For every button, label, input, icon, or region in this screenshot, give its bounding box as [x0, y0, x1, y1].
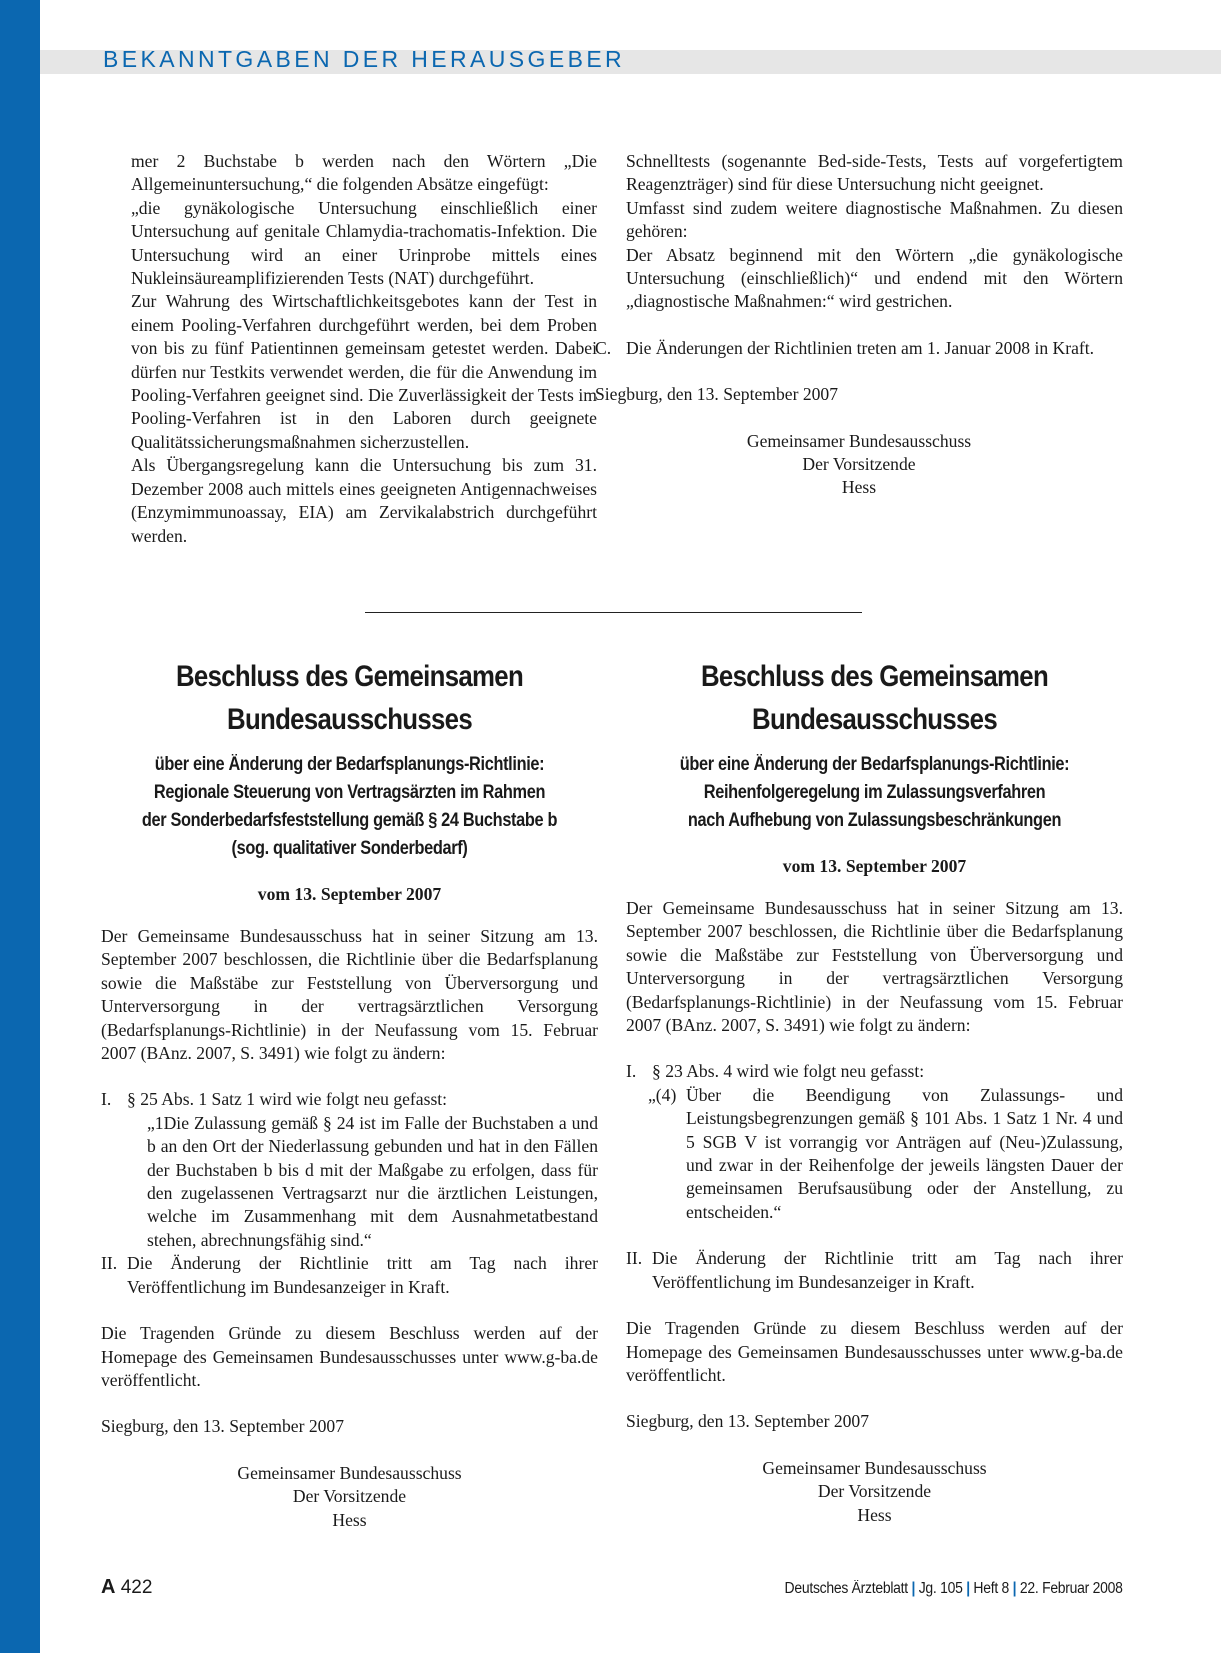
list-item [626, 1060, 1123, 1083]
journal-volume: Jg. 105 [919, 1580, 963, 1597]
article-subtitle [101, 751, 597, 863]
paragraph: Zur Wahrung des Wirtschaftlichkeitsgebotes kann der Test in einem Pooling-Verfahren durchgeführt werden, bei dem Proben von bis zu fünf Patientinnen gemeinsam getestet werden. Dabei dürfen nur Testkits verwendet werden, die für die Anwendung im Pooling-Verfahren geeignet sind. Die Zuverlässigkeit der Tests im Pooling-Verfahren ist in den Laboren durch geeignete Qualitätssicherungsmaßnahmen sicherzustellen. [131, 291, 597, 452]
page-letter: A [101, 1576, 116, 1598]
subtitle-line: (sog. qualitativer Sonderbedarf) [231, 838, 468, 859]
article-body [101, 925, 598, 1532]
item-number: I. [626, 1061, 637, 1082]
page-number [101, 1576, 152, 1599]
signature-line: Hess [841, 477, 877, 498]
signature-line: Gemeinsamer Bundesausschuss [746, 430, 972, 451]
signature-line: Der Vorsitzende [292, 1486, 407, 1507]
paragraph: Als Übergangsregelung kann die Untersuchung bis zum 31. Dezember 2008 auch mittels eines geeigneten Antigennachweises (Enzymimmunoassay, EIA) am Zervikalabstrich durchgeführt werden. [131, 455, 597, 546]
journal-date: 22. Februar 2008 [1020, 1580, 1123, 1597]
item-text: Die Änderung der Richtlinie tritt am Tag nach ihrer Veröffentlichung im Bundesanzeiger in Kraft. [652, 1248, 1123, 1292]
signature-line: Gemeinsamer Bundesausschuss [762, 1457, 987, 1478]
paragraph: mer 2 Buchstabe b werden nach den Wörtern „Die Allgemeinuntersuchung,“ die folgenden Absätze eingefügt: [131, 151, 597, 195]
item-c-number: C. [595, 337, 612, 358]
title-line: Beschluss des Gemeinsamen [175, 660, 524, 693]
title-line: Bundesausschusses [227, 703, 472, 736]
signature-block [101, 1462, 598, 1532]
item-text: § 25 Abs. 1 Satz 1 wird wie folgt neu gefasst: [127, 1089, 448, 1110]
place-date: Siegburg, den 13. September 2007 [595, 384, 839, 405]
signature-line: Der Vorsitzende [817, 1481, 932, 1502]
section-divider [365, 612, 862, 613]
subtitle-line: über eine Änderung der Bedarfsplanungs-Richtlinie: [154, 754, 545, 775]
intro-paragraph: Der Gemeinsame Bundesausschuss hat in seiner Sitzung am 13. September 2007 beschlossen, die Richtlinie über die Bedarfsplanung sowie die Maßstäbe zur Feststellung von Überversorgung und Unterversorgung in der vertragsärztlichen Versorgung (Bedarfsplanungs-Richtlinie) in der Neufassung vom 15. Februar 2007 (BAnz. 2007, S. 3491) wie folgt zu ändern: [626, 898, 1123, 1036]
place-date: Siegburg, den 13. September 2007 [626, 1411, 870, 1432]
signature-line: Hess [332, 1509, 367, 1530]
continued-text-left [131, 150, 597, 548]
paragraph: „die gynäkologische Untersuchung einschließlich einer Untersuchung auf genitale Chlamydia-trachomatis-Infektion. Die Untersuchung wird an einer Urinprobe mittels eines Nukleinsäureamplifizierenden Tests (NAT) durchgeführt. [131, 197, 597, 289]
article-title [661, 655, 1088, 741]
list-item [101, 1252, 598, 1299]
article-left [101, 655, 598, 1532]
article-date: vom 13. September 2007 [257, 884, 442, 904]
article-title [136, 655, 563, 741]
page-number-value: 422 [120, 1577, 153, 1598]
title-line: Bundesausschusses [752, 703, 997, 736]
subtitle-line: der Sonderbedarfsfeststellung gemäß § 24 Buchstabe b [141, 810, 558, 831]
reasons-paragraph: Die Tragenden Gründe zu diesem Beschluss werden auf der Homepage des Gemeinsamen Bundesausschusses unter www.g-ba.de veröffentlicht. [101, 1323, 598, 1390]
quote-number: „(4) [648, 1084, 677, 1105]
quoted-amendment: „1Die Zulassung gemäß § 24 ist im Falle der Buchstaben a und b an den Ort der Niederlassung gebunden und hat in den Fällen der Buchstaben b bis d mit der Maßgabe zu erfolgen, dass für den zugelassenen Vertragsarzt nur die ärztlichen Leistungen, welche im Zusammenhang mit dem Ausnahmetatbestand stehen, abrechnungsfähig sind.“ [147, 1112, 598, 1250]
item-number: II. [626, 1248, 643, 1269]
section-header: BEKANNTGABEN DER HERAUSGEBER [103, 46, 626, 72]
subtitle-line: Regionale Steuerung von Vertragsärzten im Rahmen [153, 782, 546, 803]
journal-issue: Heft 8 [973, 1580, 1010, 1597]
signature-line: Hess [857, 1504, 892, 1525]
list-item [626, 1247, 1123, 1294]
quoted-amendment [626, 1084, 1123, 1224]
signature-block [626, 1457, 1123, 1527]
signature-block [595, 430, 1123, 500]
signature-line: Gemeinsamer Bundesausschuss [237, 1462, 462, 1483]
paragraph: Der Absatz beginnend mit den Wörtern „die gynäkologische Untersuchung (einschließlich)“ und endend mit den Wörtern „diagnostische Maßnahmen:“ wird gestrichen. [626, 244, 1123, 312]
item-text: § 23 Abs. 4 wird wie folgt neu gefasst: [652, 1061, 925, 1082]
intro-paragraph: Der Gemeinsame Bundesausschuss hat in seiner Sitzung am 13. September 2007 beschlossen, die Richtlinie über die Bedarfsplanung sowie die Maßstäbe zur Feststellung von Überversorgung und Unterversorgung in der vertragsärztlichen Versorgung (Bedarfsplanungs-Richtlinie) in der Neufassung vom 15. Februar 2007 (BAnz. 2007, S. 3491) wie folgt zu ändern: [101, 926, 598, 1064]
subtitle-line: über eine Änderung der Bedarfsplanungs-Richtlinie: [679, 754, 1070, 775]
article-date: vom 13. September 2007 [782, 856, 967, 876]
continued-text-right [595, 150, 1123, 500]
paragraph: Schnelltests (sogenannte Bed-side-Tests, Tests auf vorgefertigtem Reagenzträger) sind für diese Untersuchung nicht geeignet. [626, 151, 1123, 195]
title-line: Beschluss des Gemeinsamen [700, 660, 1049, 693]
signature-line: Der Vorsitzende [802, 454, 916, 475]
list-item [101, 1088, 598, 1111]
item-number: II. [101, 1253, 118, 1274]
article-body [626, 897, 1123, 1527]
sidebar-color-bar [0, 0, 40, 1653]
item-c-text: Die Änderungen der Richtlinien treten am 1. Januar 2008 in Kraft. [626, 337, 1095, 358]
item-c [595, 337, 1123, 360]
article-right [626, 655, 1123, 1527]
place-date: Siegburg, den 13. September 2007 [101, 1416, 345, 1437]
article-subtitle [626, 751, 1122, 835]
item-number: I. [101, 1089, 112, 1110]
journal-info: Deutsches Ärzteblatt | Jg. 105 | Heft 8 | 22. Februar 2008 [784, 1580, 1123, 1597]
quote-text: Über die Beendigung von Zulassungs- und Leistungsbegrenzungen gemäß § 101 Abs. 1 Satz 1 Nr. 4 und 5 SGB V ist vorrangig vor Anträgen auf (Neu-)Zulassung, und zwar in der Reihenfolge der jeweils längsten Dauer der gemeinsamen Berufsausübung oder der Anstellung, zu entscheiden.“ [686, 1084, 1123, 1222]
paragraph: Umfasst sind zudem weitere diagnostische Maßnahmen. Zu diesen gehören: [626, 197, 1123, 242]
item-text: Die Änderung der Richtlinie tritt am Tag nach ihrer Veröffentlichung im Bundesanzeiger in Kraft. [127, 1253, 598, 1297]
subtitle-line: Reihenfolgeregelung im Zulassungsverfahren [703, 782, 1046, 803]
journal-name: Deutsches Ärzteblatt [784, 1580, 909, 1597]
reasons-paragraph: Die Tragenden Gründe zu diesem Beschluss werden auf der Homepage des Gemeinsamen Bundesausschusses unter www.g-ba.de veröffentlicht. [626, 1318, 1123, 1385]
subtitle-line: nach Aufhebung von Zulassungsbeschränkungen [687, 810, 1062, 831]
